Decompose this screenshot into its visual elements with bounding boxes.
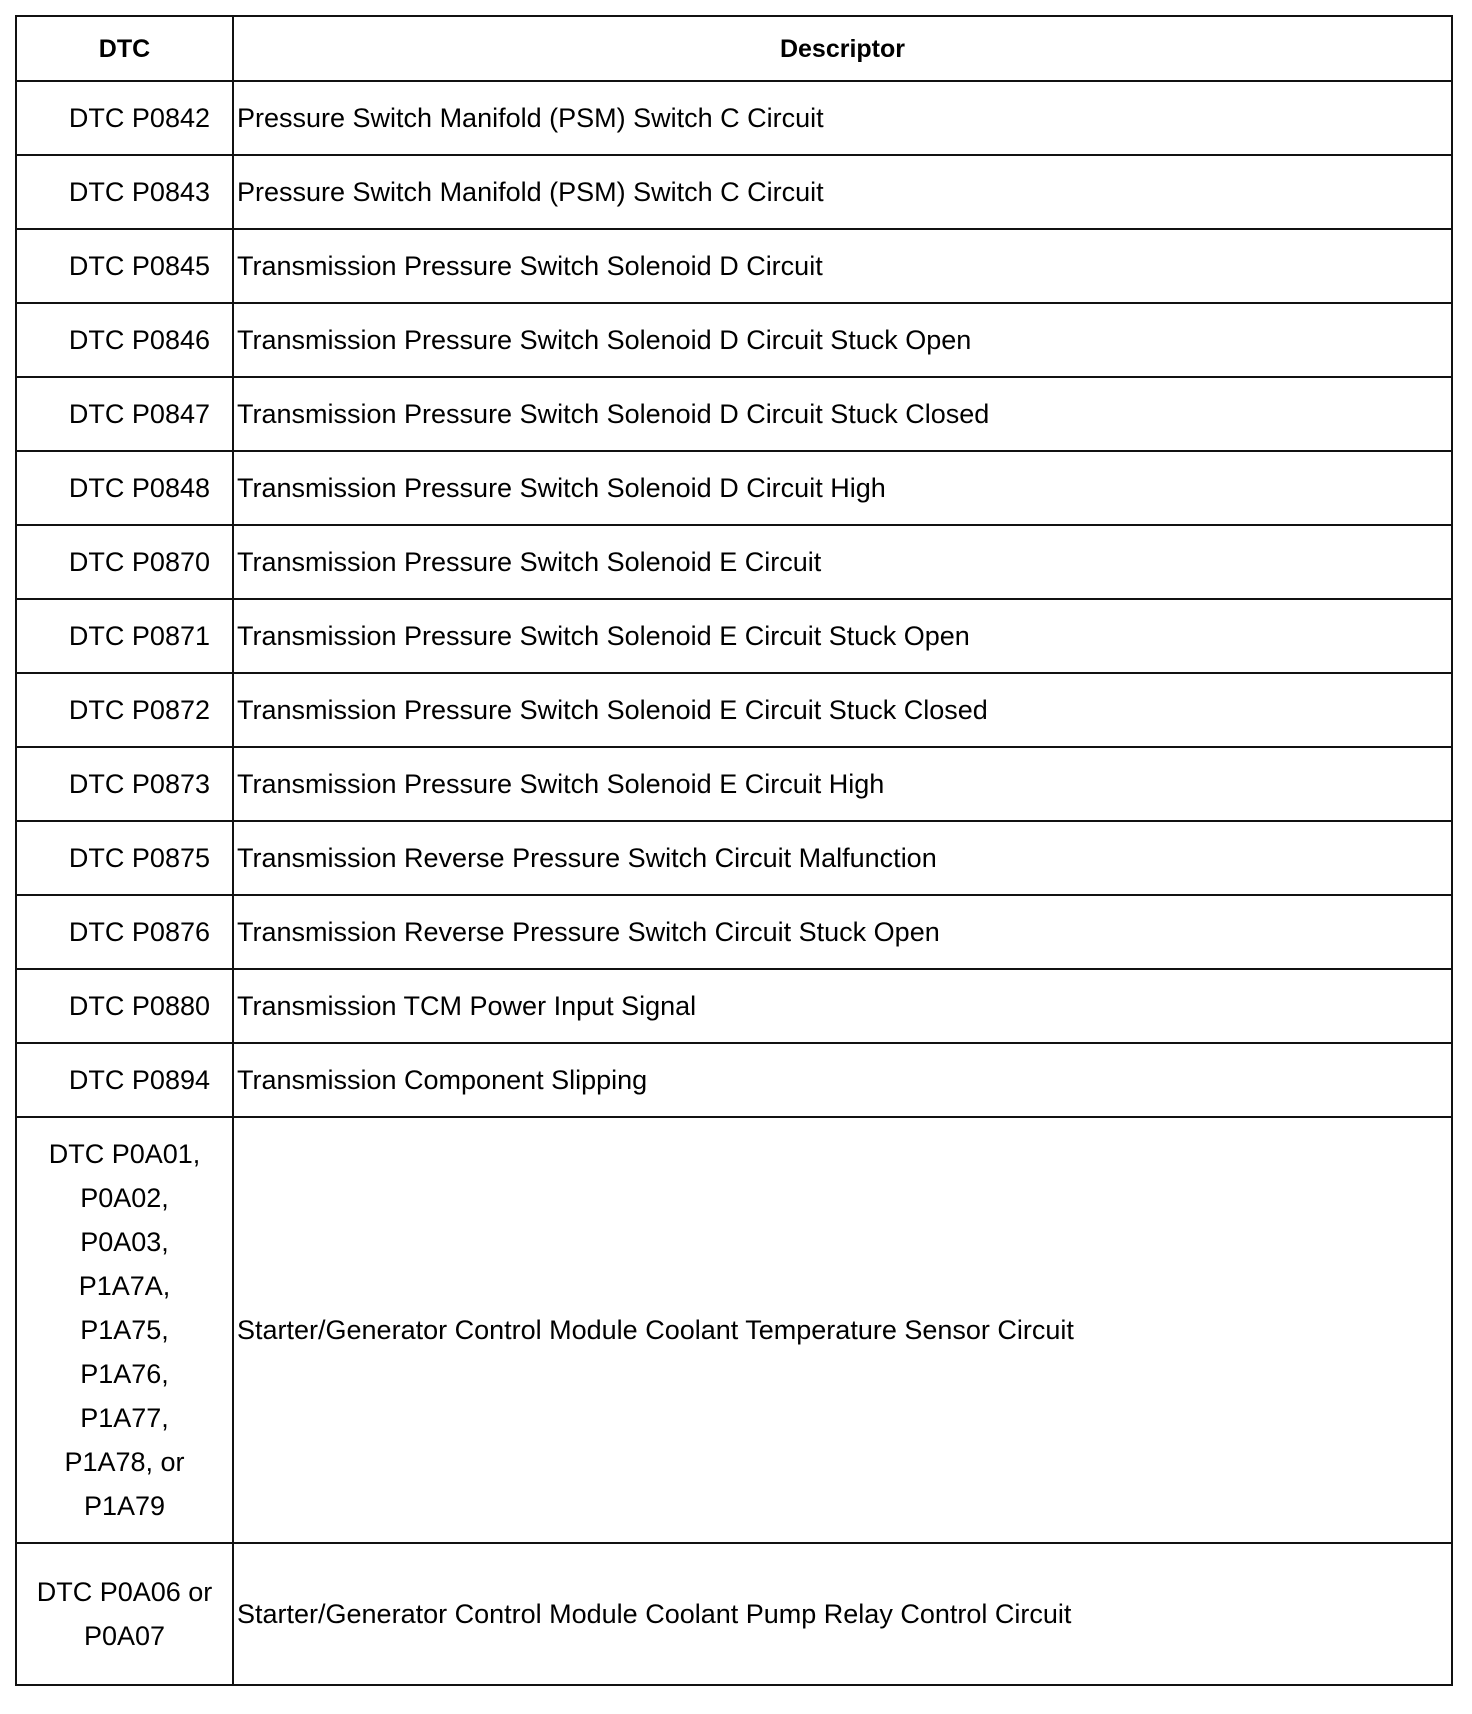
- descriptor-cell: Transmission Reverse Pressure Switch Circuit Malfunction: [233, 821, 1452, 895]
- dtc-code-cell: [16, 1043, 233, 1117]
- dtc-code: P1A76,: [80, 1359, 169, 1389]
- dtc-code: P1A77,: [80, 1403, 169, 1433]
- dtc-code: P1A79: [83, 1491, 166, 1521]
- descriptor-cell: Transmission Pressure Switch Solenoid D Circuit Stuck Closed: [233, 377, 1452, 451]
- table-row: [16, 969, 1452, 1043]
- descriptor-cell: Starter/Generator Control Module Coolant Temperature Sensor Circuit: [233, 1117, 1452, 1543]
- table-row: [16, 81, 1452, 155]
- header-descriptor: Descriptor: [233, 16, 1452, 81]
- descriptor-cell: Transmission Pressure Switch Solenoid E Circuit High: [233, 747, 1452, 821]
- descriptor-cell: Transmission Pressure Switch Solenoid E Circuit Stuck Closed: [233, 673, 1452, 747]
- dtc-code: DTC P0845: [68, 251, 210, 281]
- table-row: [16, 451, 1452, 525]
- table-body: [16, 81, 1452, 1685]
- table-row: [16, 303, 1452, 377]
- table-row: [16, 747, 1452, 821]
- descriptor-cell: Transmission Pressure Switch Solenoid E Circuit Stuck Open: [233, 599, 1452, 673]
- descriptor-cell: Transmission Pressure Switch Solenoid E Circuit: [233, 525, 1452, 599]
- dtc-table: [15, 15, 1453, 1686]
- dtc-code: DTC P0870: [68, 547, 210, 577]
- dtc-code-cell: [16, 1117, 233, 1543]
- descriptor-cell: Transmission Pressure Switch Solenoid D Circuit Stuck Open: [233, 303, 1452, 377]
- dtc-code-cell: [16, 821, 233, 895]
- dtc-code: DTC P0847: [68, 399, 210, 429]
- dtc-code-cell: [16, 155, 233, 229]
- dtc-code: DTC P0843: [68, 177, 210, 207]
- table-row: [16, 1117, 1452, 1543]
- dtc-code: P0A02,: [80, 1183, 169, 1213]
- table-row: [16, 155, 1452, 229]
- dtc-code: DTC P0880: [68, 991, 210, 1021]
- table-row: [16, 229, 1452, 303]
- table-row: [16, 525, 1452, 599]
- dtc-code-cell: [16, 969, 233, 1043]
- dtc-code: DTC P0875: [68, 843, 210, 873]
- table-row: [16, 673, 1452, 747]
- descriptor-cell: Pressure Switch Manifold (PSM) Switch C Circuit: [233, 155, 1452, 229]
- dtc-code: DTC P0842: [68, 103, 210, 133]
- table-row: [16, 895, 1452, 969]
- dtc-code-cell: [16, 81, 233, 155]
- dtc-code: DTC P0846: [68, 325, 210, 355]
- descriptor-cell: Pressure Switch Manifold (PSM) Switch C Circuit: [233, 81, 1452, 155]
- descriptor-cell: Transmission TCM Power Input Signal: [233, 969, 1452, 1043]
- descriptor-cell: Transmission Component Slipping: [233, 1043, 1452, 1117]
- descriptor-cell: Transmission Reverse Pressure Switch Circuit Stuck Open: [233, 895, 1452, 969]
- table-row: [16, 821, 1452, 895]
- dtc-code-cell: [16, 451, 233, 525]
- descriptor-cell: Transmission Pressure Switch Solenoid D Circuit: [233, 229, 1452, 303]
- dtc-code-cell: [16, 895, 233, 969]
- dtc-code: P0A07: [83, 1621, 166, 1651]
- descriptor-cell: Transmission Pressure Switch Solenoid D Circuit High: [233, 451, 1452, 525]
- dtc-code-cell: [16, 525, 233, 599]
- dtc-code: DTC P0871: [68, 621, 210, 651]
- table-row: [16, 377, 1452, 451]
- dtc-code-cell: [16, 599, 233, 673]
- dtc-code-cell: [16, 229, 233, 303]
- dtc-code-cell: [16, 377, 233, 451]
- dtc-code: DTC P0872: [68, 695, 210, 725]
- table-row: [16, 1043, 1452, 1117]
- dtc-code: P1A7A,: [78, 1271, 171, 1301]
- header-dtc: DTC: [16, 16, 233, 81]
- dtc-code: DTC P0A06 or: [36, 1577, 213, 1607]
- dtc-code-cell: [16, 1543, 233, 1685]
- table-header-row: [16, 16, 1452, 81]
- descriptor-cell: Starter/Generator Control Module Coolant Pump Relay Control Circuit: [233, 1543, 1452, 1685]
- dtc-code: DTC P0873: [68, 769, 210, 799]
- dtc-code: P1A75,: [80, 1315, 169, 1345]
- dtc-code: DTC P0876: [68, 917, 210, 947]
- table-row: [16, 1543, 1452, 1685]
- dtc-code: P0A03,: [80, 1227, 169, 1257]
- dtc-code: DTC P0A01,: [48, 1139, 201, 1169]
- dtc-code: DTC P0848: [68, 473, 210, 503]
- table-row: [16, 599, 1452, 673]
- dtc-code-cell: [16, 673, 233, 747]
- dtc-code-cell: [16, 747, 233, 821]
- dtc-code-cell: [16, 303, 233, 377]
- dtc-code: DTC P0894: [68, 1065, 210, 1095]
- dtc-code: P1A78, or: [64, 1447, 185, 1477]
